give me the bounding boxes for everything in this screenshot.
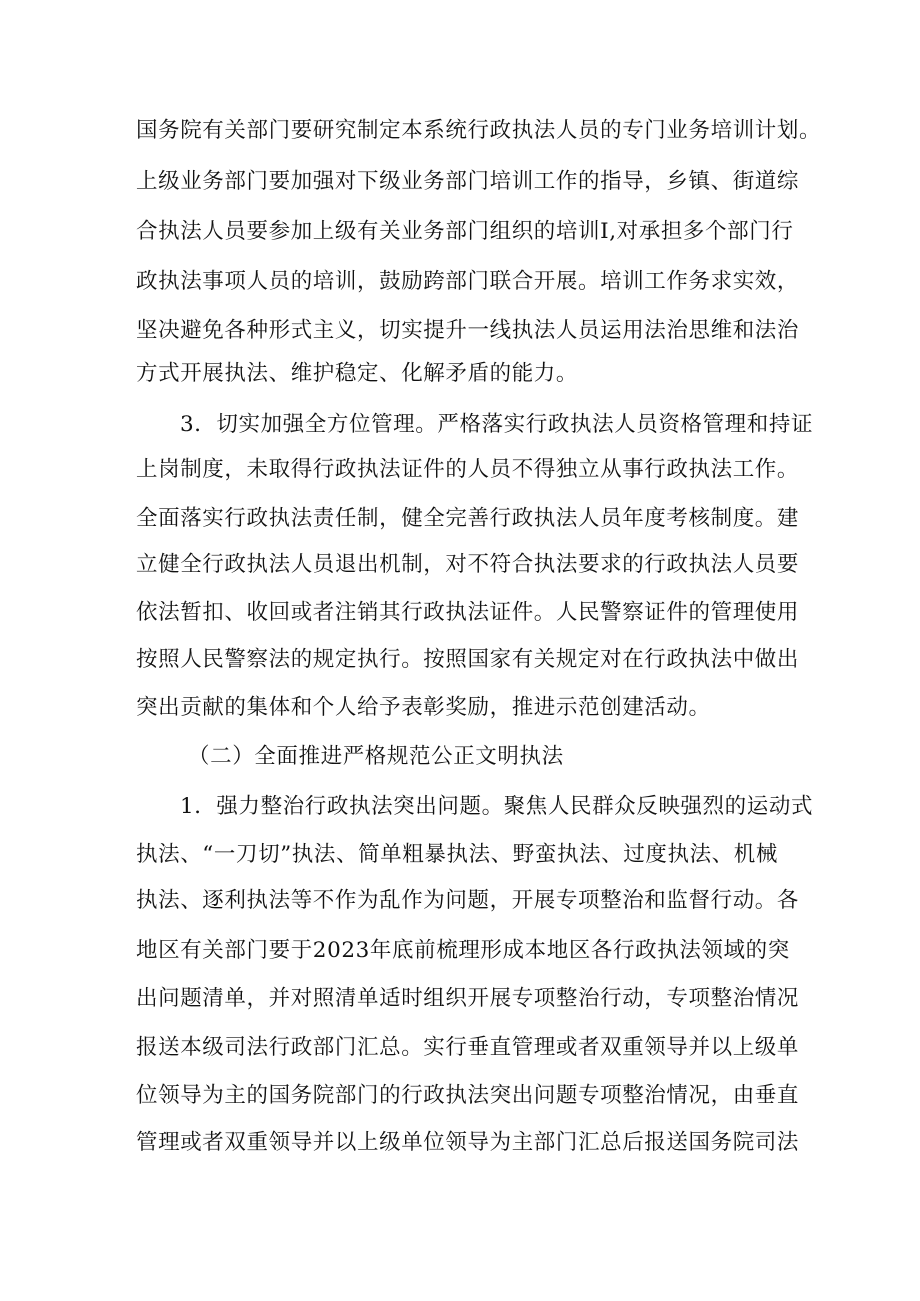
text-line: 地区有关部门要于2023年底前梳理形成本地区各行政执法领域的突 — [136, 938, 790, 963]
text-line: 立健全行政执法人员退出机制，对不符合执法要求的行政执法人员要 — [136, 552, 800, 577]
text-line: 合执法人员要参加上级有关业务部门组织的培训I,对承担多个部门行 — [136, 219, 794, 244]
section-heading: （二）全面推进严格规范公正文明执法 — [188, 744, 564, 769]
text-line: 全面落实行政执法责任制，健全完善行政执法人员年度考核制度。建 — [136, 506, 800, 531]
text-line: 管理或者双重领导并以上级单位领导为主部门汇总后报送国务院司法 — [136, 1130, 800, 1155]
text-line: 坚决避免各种形式主义，切实提升一线执法人员运用法治思维和法治 — [136, 318, 800, 343]
text-line: 上岗制度，未取得行政执法证件的人员不得独立从事行政执法工作。 — [136, 457, 800, 482]
text-line: 执法、逐利执法等不作为乱作为问题，开展专项整治和监督行动。各 — [136, 888, 800, 913]
text-line: 报送本级司法行政部门汇总。实行垂直管理或者双重领导并以上级单 — [136, 1035, 800, 1060]
text-line: 上级业务部门要加强对下级业务部门培训工作的指导，乡镇、街道综 — [136, 169, 800, 194]
text-line: 按照人民警察法的规定执行。按照国家有关规定对在行政执法中做出 — [136, 647, 800, 672]
text-line: 政执法事项人员的培训，鼓励跨部门联合开展。培训工作务求实效， — [136, 269, 800, 294]
text-line: 方式开展执法、维护稳定、化解矛盾的能力。 — [136, 361, 579, 386]
text-line: 1．强力整治行政执法突出问题。聚焦人民群众反映强烈的运动式 — [180, 794, 814, 819]
text-line: 国务院有关部门要研究制定本系统行政执法人员的专门业务培训计划。 — [136, 118, 822, 143]
text-line: 位领导为主的国务院部门的行政执法突出问题专项整治情况，由垂直 — [136, 1083, 800, 1108]
text-line: 突出贡献的集体和个人给予表彰奖励，推进示范创建活动。 — [136, 695, 711, 720]
text-line: 执法、“一刀切”执法、简单粗暴执法、野蛮执法、过度执法、机械 — [136, 842, 778, 867]
text-line: 依法暂扣、收回或者注销其行政执法证件。人民警察证件的管理使用 — [136, 600, 800, 625]
text-line: 出问题清单，并对照清单适时组织开展专项整治行动，专项整治情况 — [136, 986, 800, 1011]
text-line: 3．切实加强全方位管理。严格落实行政执法人员资格管理和持证 — [180, 412, 814, 437]
